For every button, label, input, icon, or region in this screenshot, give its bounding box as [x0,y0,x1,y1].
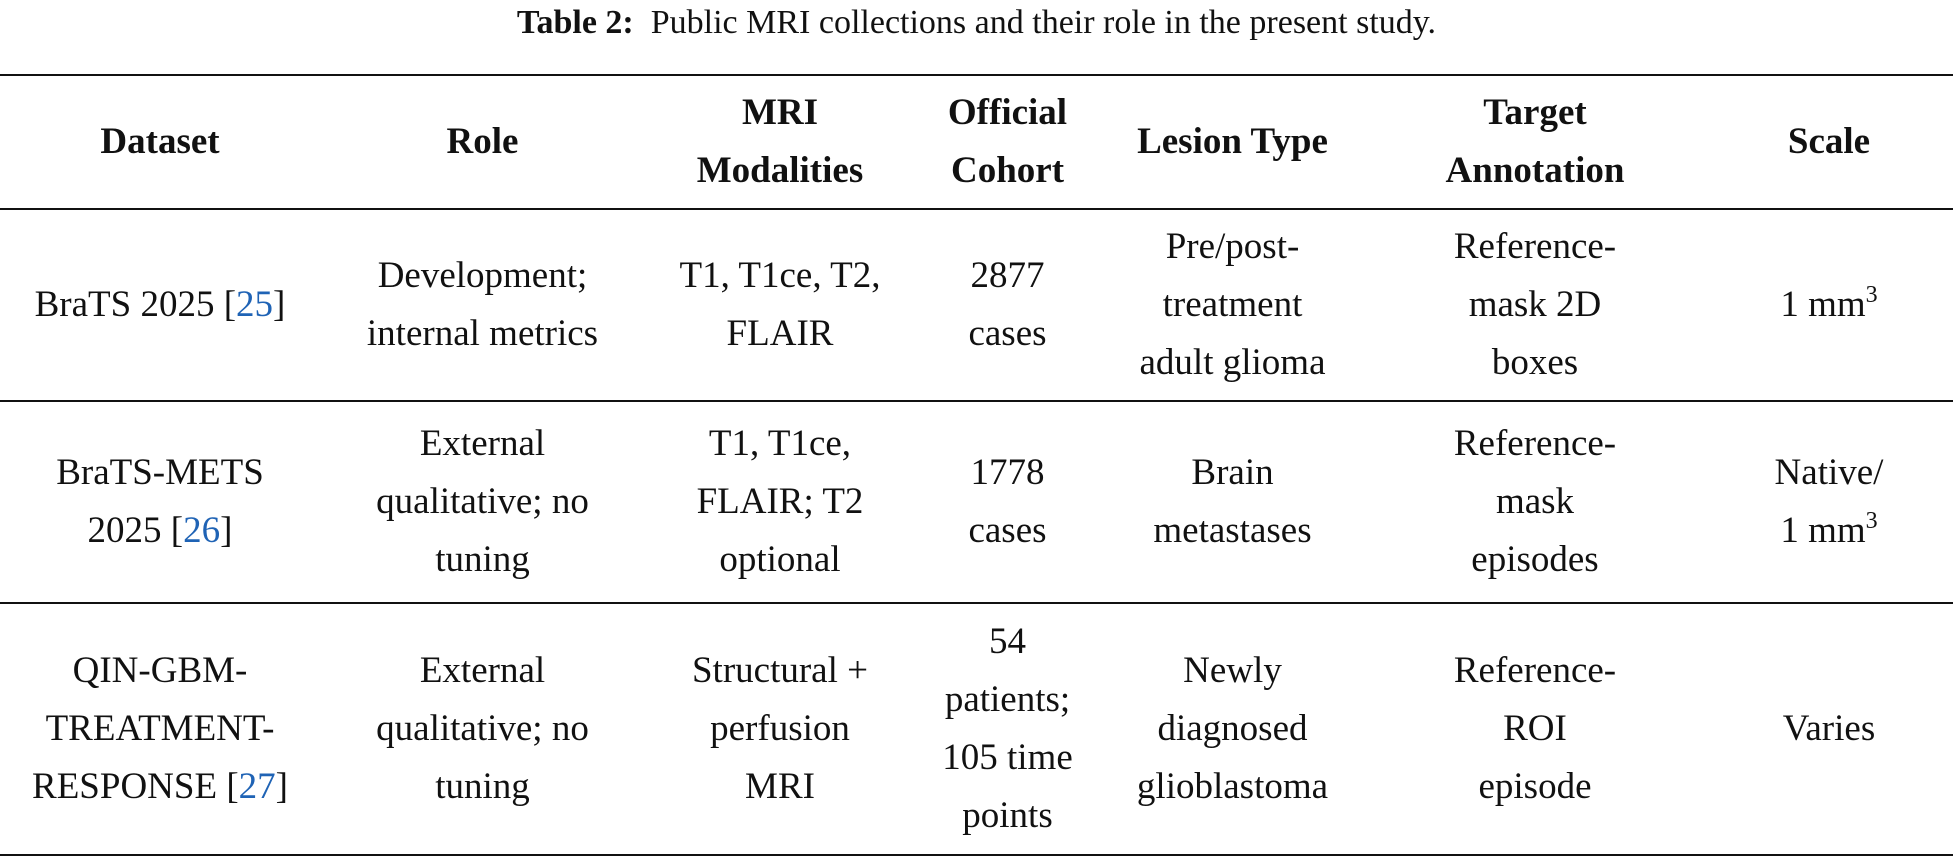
citation-bracket: ] [220,510,233,551]
cell-modalities: Structural + perfusion MRI [691,650,869,807]
table-row [0,401,1953,603]
table-caption-label: Table 2: [516,4,634,41]
table-caption-text: Public MRI collections and their role in the present study. [650,4,1437,41]
cell-modalities: T1, T1ce, T2, FLAIR [679,255,881,354]
table-header-row [0,75,1953,209]
citation-link[interactable]: 26 [183,510,221,551]
cell-dataset [0,401,320,603]
header-target-annotation: Target Annotation [1445,92,1625,191]
table-row [0,603,1953,855]
scale-prefix: Native/ [1774,452,1884,493]
header-role: Role [446,121,519,162]
scale-value: 1 mm [1780,284,1866,325]
header-official-cohort: Official Cohort [947,92,1068,191]
cell-cohort: 54 patients; 105 time points [942,621,1073,836]
cell-target-annotation: Reference- mask 2D boxes [1453,226,1617,383]
citation-link[interactable]: 27 [238,766,276,807]
mri-collections-table [0,74,1953,856]
cell-role: External qualitative; no tuning [376,423,589,580]
citation-bracket: ] [275,766,288,807]
table-container [0,74,1953,856]
cell-scale [1705,401,1953,603]
cell-dataset [0,209,320,401]
cell-scale [1705,603,1953,855]
citation-link[interactable]: 25 [236,284,274,325]
dataset-name: BraTS-METS 2025 [ [56,452,264,551]
scale-exponent: 3 [1865,282,1878,308]
cell-modalities: T1, T1ce, FLAIR; T2 optional [696,423,864,580]
cell-cohort: 2877 cases [968,255,1047,354]
dataset-name: QIN-GBM- TREATMENT- RESPONSE [ [32,650,275,807]
scale-exponent: 3 [1865,508,1878,534]
citation-bracket: ] [273,284,286,325]
table-row [0,209,1953,401]
cell-lesion-type: Pre/post- treatment adult glioma [1139,226,1326,383]
cell-scale [1705,209,1953,401]
header-mri-modalities: MRI Modalities [696,92,864,191]
dataset-name: BraTS 2025 [ [34,284,237,325]
cell-cohort: 1778 cases [968,452,1047,551]
cell-role: Development; internal metrics [366,255,599,354]
scale-value: Varies [1782,708,1876,749]
cell-lesion-type: Brain metastases [1153,452,1312,551]
header-lesion-type: Lesion Type [1137,121,1328,162]
cell-lesion-type: Newly diagnosed glioblastoma [1136,650,1329,807]
cell-role: External qualitative; no tuning [376,650,589,807]
table-caption [0,0,1953,46]
cell-dataset [0,603,320,855]
header-dataset: Dataset [100,121,220,162]
header-scale: Scale [1787,121,1871,162]
cell-target-annotation: Reference- ROI episode [1453,650,1617,807]
scale-value: 1 mm [1780,510,1866,551]
cell-target-annotation: Reference- mask episodes [1453,423,1617,580]
